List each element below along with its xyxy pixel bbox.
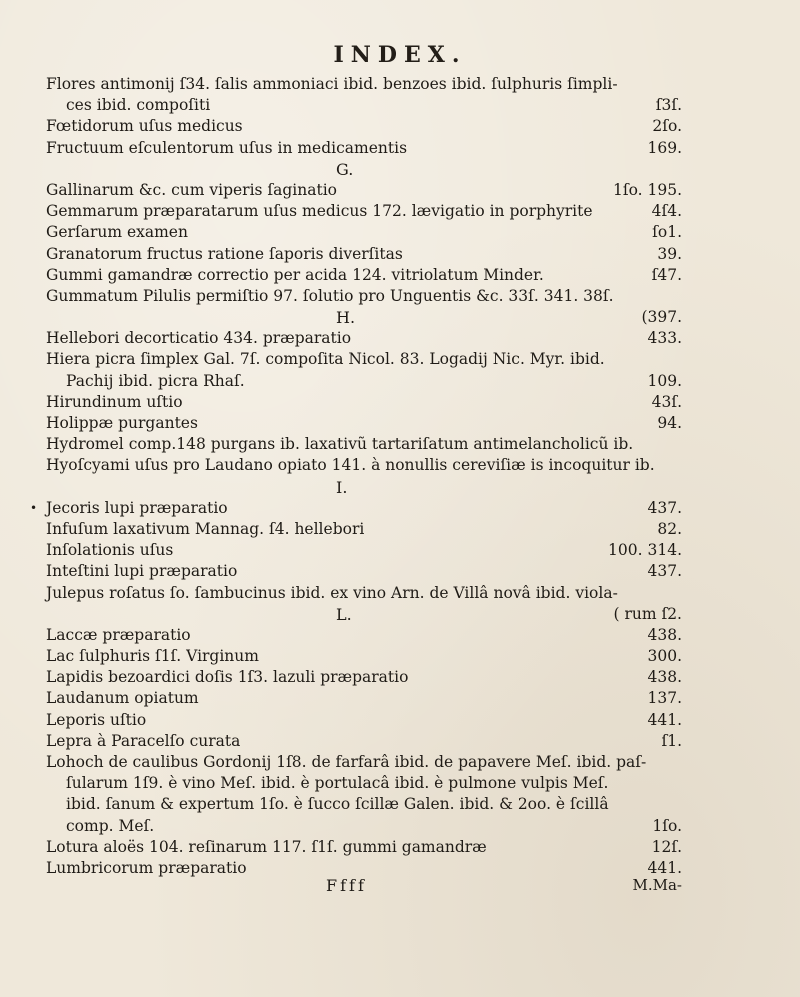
index-entry [46,74,682,95]
entry-text: ibid. ſanum & expertum 1ſo. è ſucco ſcillæ Galen. ibid. & 2oo. è ſcillâ [66,795,609,814]
index-entry [46,413,682,434]
entry-text: Leporis uſtio [46,710,147,729]
index-entry [46,349,682,370]
index-entry [46,540,682,561]
index-entry [46,688,682,709]
entry-text: ces ibid. compoſiti [66,96,211,115]
entry-text: Infuſum laxativum Mannag. ſ4. hellebori [46,519,365,538]
page-reference: ( rum ſ2. [613,604,682,623]
entry-text: Hellebori decorticatio 434. præparatio [46,329,352,348]
index-entry [46,773,682,794]
entry-text: Pachij ibid. picra Rhaſ. [66,371,245,390]
entry-text: Hydromel comp.148 purgans ib. laxativũ tartariſatum antimelancholicũ ib. [46,435,634,454]
page-reference: 4ſ4. [651,202,682,221]
page-reference: 169. [647,138,682,157]
page-reference: 39. [657,244,682,263]
entry-text: Laccæ præparatio [46,625,191,644]
section-letter: G. [336,159,354,179]
index-entry [46,667,682,688]
page-reference: 137. [647,689,682,708]
index-entry [46,265,682,286]
page-reference: 300. [647,647,682,666]
entry-text: Flores antimonij ſ34. ſalis ammoniaci ibid. benzoes ibid. ſulphuris ſimpli- [46,75,618,93]
page-reference: ſ47. [651,265,682,284]
entry-text: Gerſarum examen [46,223,188,242]
catchword: M.Ma- [632,876,682,894]
index-entry [46,116,682,137]
page-reference: ſ3ſ. [655,96,682,115]
entry-text: Laudanum opiatum [46,689,199,708]
section-letter-row [46,477,682,498]
page-reference: 43ſ. [651,392,682,411]
page-reference: 441. [647,858,682,877]
entry-text: Holippæ purgantes [46,414,198,432]
entry-text: ſularum 1ſ9. è vino Meſ. ibid. è portulacâ ibid. è pulmone vulpis Meſ. [66,774,609,793]
entry-text: Inteſtini lupi præparatio [46,562,238,581]
entry-text: Inſolationis uſus [46,541,174,560]
section-letter: I. [336,477,348,497]
index-entry [46,837,682,858]
page-reference: 438. [647,625,682,644]
page-reference: 2ſo. [652,117,682,136]
page-reference: 1ſo. [652,816,682,835]
index-entry [46,286,682,307]
entry-text: Fructuum eſculentorum uſus in medicamentis [46,138,408,157]
section-letter-row [46,307,682,328]
index-entry [46,794,682,815]
index-entry [46,371,682,392]
index-entry [46,646,682,667]
index-entry [46,583,682,604]
index-entry [46,201,682,222]
index-entry [46,519,682,540]
entry-text: Lumbricorum præparatio [46,858,247,877]
entry-text: Gallinarum &c. cum viperis ſaginatio [46,180,338,199]
index-entry [46,434,682,455]
entry-text: Lac ſulphuris ſ1ſ. Virginum [46,647,259,666]
section-letter-row [46,159,682,180]
index-entry [30,498,682,519]
bullet-mark: • [30,500,38,515]
page-reference: 438. [647,668,682,687]
entry-text: comp. Meſ. [66,816,155,835]
index-entry [46,244,682,265]
index-entry [46,138,682,159]
entry-text: Julepus roſatus ſo. ſambucinus ibid. ex vino Arn. de Villâ novâ ibid. viola- [46,583,618,602]
index-entry [46,561,682,582]
entry-text: Gemmarum præparatarum uſus medicus 172. lævigatio in porphyrite [46,202,593,221]
page-reference: (397. [641,308,682,327]
index-entry [46,180,682,201]
entry-text: Lapidis bezoardici doſis 1ſ3. lazuli præparatio [46,668,409,687]
index-entry [46,625,682,646]
section-letter-row [46,604,682,625]
page-reference: 94. [657,414,682,432]
signature-mark: Ffff [326,876,367,895]
entry-text: Lohoch de caulibus Gordonij 1ſ8. de farfarâ ibid. de papavere Meſ. ibid. paſ- [46,753,647,771]
entry-text: Granatorum fructus ratione ſaporis diverſitas [46,244,403,263]
page-reference: 433. [647,329,682,348]
page-reference: 441. [647,710,682,729]
index-entry [46,710,682,731]
page-reference: 437. [647,562,682,581]
entry-text: Lotura aloës 104. reſinarum 117. ſ1ſ. gummi gamandræ [46,837,487,856]
index-entry [46,455,682,476]
page-reference: 82. [657,519,682,538]
entry-text: Gummatum Pilulis permiſtio 97. ſolutio pro Unguentis &c. 33ſ. 341. 38ſ. [46,286,614,305]
entry-text: Gummi gamandræ correctio per acida 124. vitriolatum Minder. [46,265,544,284]
page-reference: 437. [647,498,682,517]
entry-text: Jecoris lupi præparatio [46,498,228,517]
page-reference: 109. [647,371,682,390]
index-entry [46,752,682,773]
index-entry [46,328,682,349]
page-reference: 12ſ. [651,837,682,856]
page-reference: 100. 314. [608,541,682,560]
index-entry [46,222,682,243]
page-reference: ſo1. [652,223,682,242]
entry-text: Fœtidorum uſus medicus [46,117,243,136]
index-entry [46,392,682,413]
page-reference: ſ1. [661,731,682,750]
page-reference: 1ſo. 195. [612,180,682,199]
entry-text: Hiera picra ſimplex Gal. 7ſ. compoſita Nicol. 83. Logadij Nic. Myr. ibid. [46,350,605,369]
section-letter: H. [336,308,356,328]
entry-text: Hirundinum uſtio [46,392,183,411]
entry-text: Lepra à Paracelſo curata [46,731,241,750]
index-entries [30,74,682,879]
index-entry [46,95,682,116]
page-title: INDEX. [333,42,467,68]
index-entry [46,816,682,837]
page-footer [0,876,800,900]
entry-text: Hyoſcyami uſus pro Laudano opiato 141. à nonullis cereviſiæ is incoquitur ib. [46,456,655,475]
section-letter: L. [336,604,352,624]
index-entry [46,731,682,752]
